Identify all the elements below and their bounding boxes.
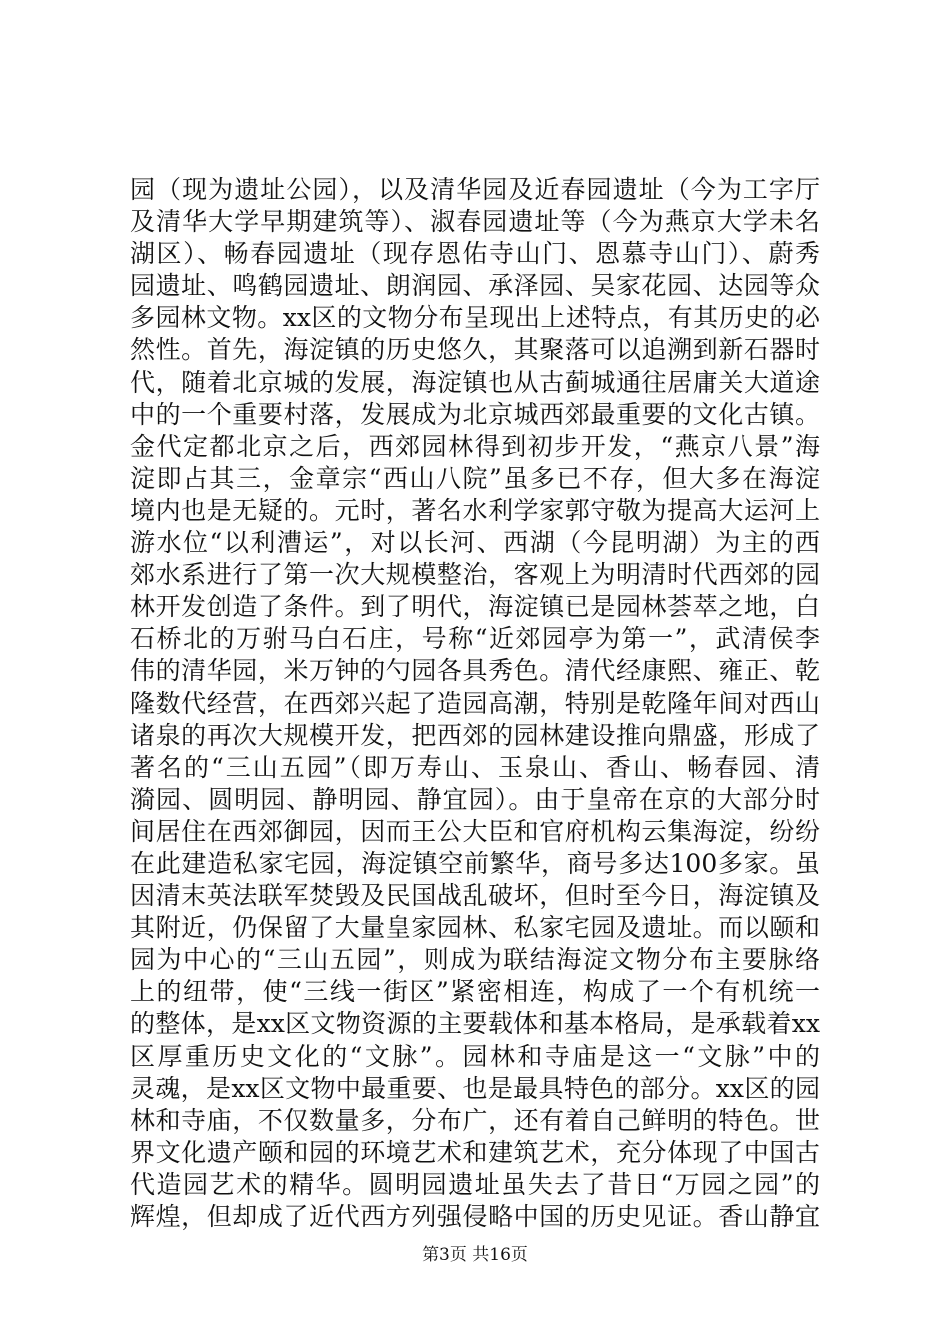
body-text xyxy=(130,174,820,1233)
text-line: 园遗址、鸣鹤园遗址、朗润园、承泽园、吴家花园、达园等众 xyxy=(130,271,820,301)
text-line: 林和寺庙，不仅数量多，分布广，还有着自己鲜明的特色。世 xyxy=(130,1105,820,1135)
text-line: 著名的“三山五园”（即万寿山、玉泉山、香山、畅春园、清 xyxy=(130,752,820,782)
text-line: 多园林文物。xx区的文物分布呈现出上述特点，有其历史的必 xyxy=(130,303,820,333)
text-line: 园（现为遗址公园），以及清华园及近春园遗址（今为工字厅 xyxy=(130,175,820,204)
text-line: 辉煌，但却成了近代西方列强侵略中国的历史见证。香山静宜 xyxy=(130,1202,820,1231)
text-line: 中的一个重要村落，发展成为北京城西郊最重要的文化古镇。 xyxy=(130,399,820,429)
text-line: 淀即占其三，金章宗“西山八院”虽多已不存，但大多在海淀 xyxy=(130,463,820,493)
text-line: 其附近，仍保留了大量皇家园林、私家宅园及遗址。而以颐和 xyxy=(130,913,820,943)
text-line: 因清末英法联军焚毁及民国战乱破坏，但时至今日，海淀镇及 xyxy=(130,881,820,911)
text-line: 及清华大学早期建筑等）、淑春园遗址等（今为燕京大学未名 xyxy=(130,207,820,237)
page-footer: 第3页 共16页 xyxy=(422,1245,528,1265)
text-line: 游水位“以利漕运”，对以长河、西湖（今昆明湖）为主的西 xyxy=(130,528,820,558)
text-line: 灵魂，是xx区文物中最重要、也是最具特色的部分。xx区的园 xyxy=(130,1073,820,1103)
text-line: 伟的清华园，米万钟的勺园各具秀色。清代经康熙、雍正、乾 xyxy=(130,656,820,686)
text-line: 湖区）、畅春园遗址（现存恩佑寺山门、恩慕寺山门）、蔚秀 xyxy=(130,239,820,269)
text-line: 境内也是无疑的。元时，著名水利学家郭守敬为提高大运河上 xyxy=(130,495,820,525)
text-line: 上的纽带，使“三线一街区”紧密相连，构成了一个有机统一 xyxy=(130,977,820,1007)
text-line: 园为中心的“三山五园”，则成为联结海淀文物分布主要脉络 xyxy=(130,945,820,975)
text-line: 然性。首先，海淀镇的历史悠久，其聚落可以追溯到新石器时 xyxy=(130,335,820,365)
text-line: 诸泉的再次大规模开发，把西郊的园林建设推向鼎盛，形成了 xyxy=(130,720,820,750)
text-line: 界文化遗产颐和园的环境艺术和建筑艺术，充分体现了中国古 xyxy=(130,1137,820,1167)
text-line: 漪园、圆明园、静明园、静宜园）。由于皇帝在京的大部分时 xyxy=(130,784,820,814)
text-line: 代造园艺术的精华。圆明园遗址虽失去了昔日“万园之园”的 xyxy=(130,1169,820,1199)
text-line: 郊水系进行了第一次大规模整治，客观上为明清时代西郊的园 xyxy=(130,560,820,590)
text-line: 在此建造私家宅园，海淀镇空前繁华，商号多达100多家。虽 xyxy=(130,848,820,878)
text-line: 代，随着北京城的发展，海淀镇也从古蓟城通往居庸关大道途 xyxy=(130,367,820,397)
text-line: 区厚重历史文化的“文脉”。园林和寺庙是这一“文脉”中的 xyxy=(130,1041,820,1071)
text-line: 的整体，是xx区文物资源的主要载体和基本格局，是承载着xx xyxy=(130,1009,820,1039)
text-line: 金代定都北京之后，西郊园林得到初步开发，“燕京八景”海 xyxy=(130,431,820,461)
text-line: 隆数代经营，在西郊兴起了造园高潮，特别是乾隆年间对西山 xyxy=(130,688,820,718)
text-line: 间居住在西郊御园，因而王公大臣和官府机构云集海淀，纷纷 xyxy=(130,816,820,846)
text-line: 石桥北的万驸马白石庄，号称“近郊园亭为第一”，武清侯李 xyxy=(130,624,820,654)
text-line: 林开发创造了条件。到了明代，海淀镇已是园林荟萃之地，白 xyxy=(130,592,820,622)
